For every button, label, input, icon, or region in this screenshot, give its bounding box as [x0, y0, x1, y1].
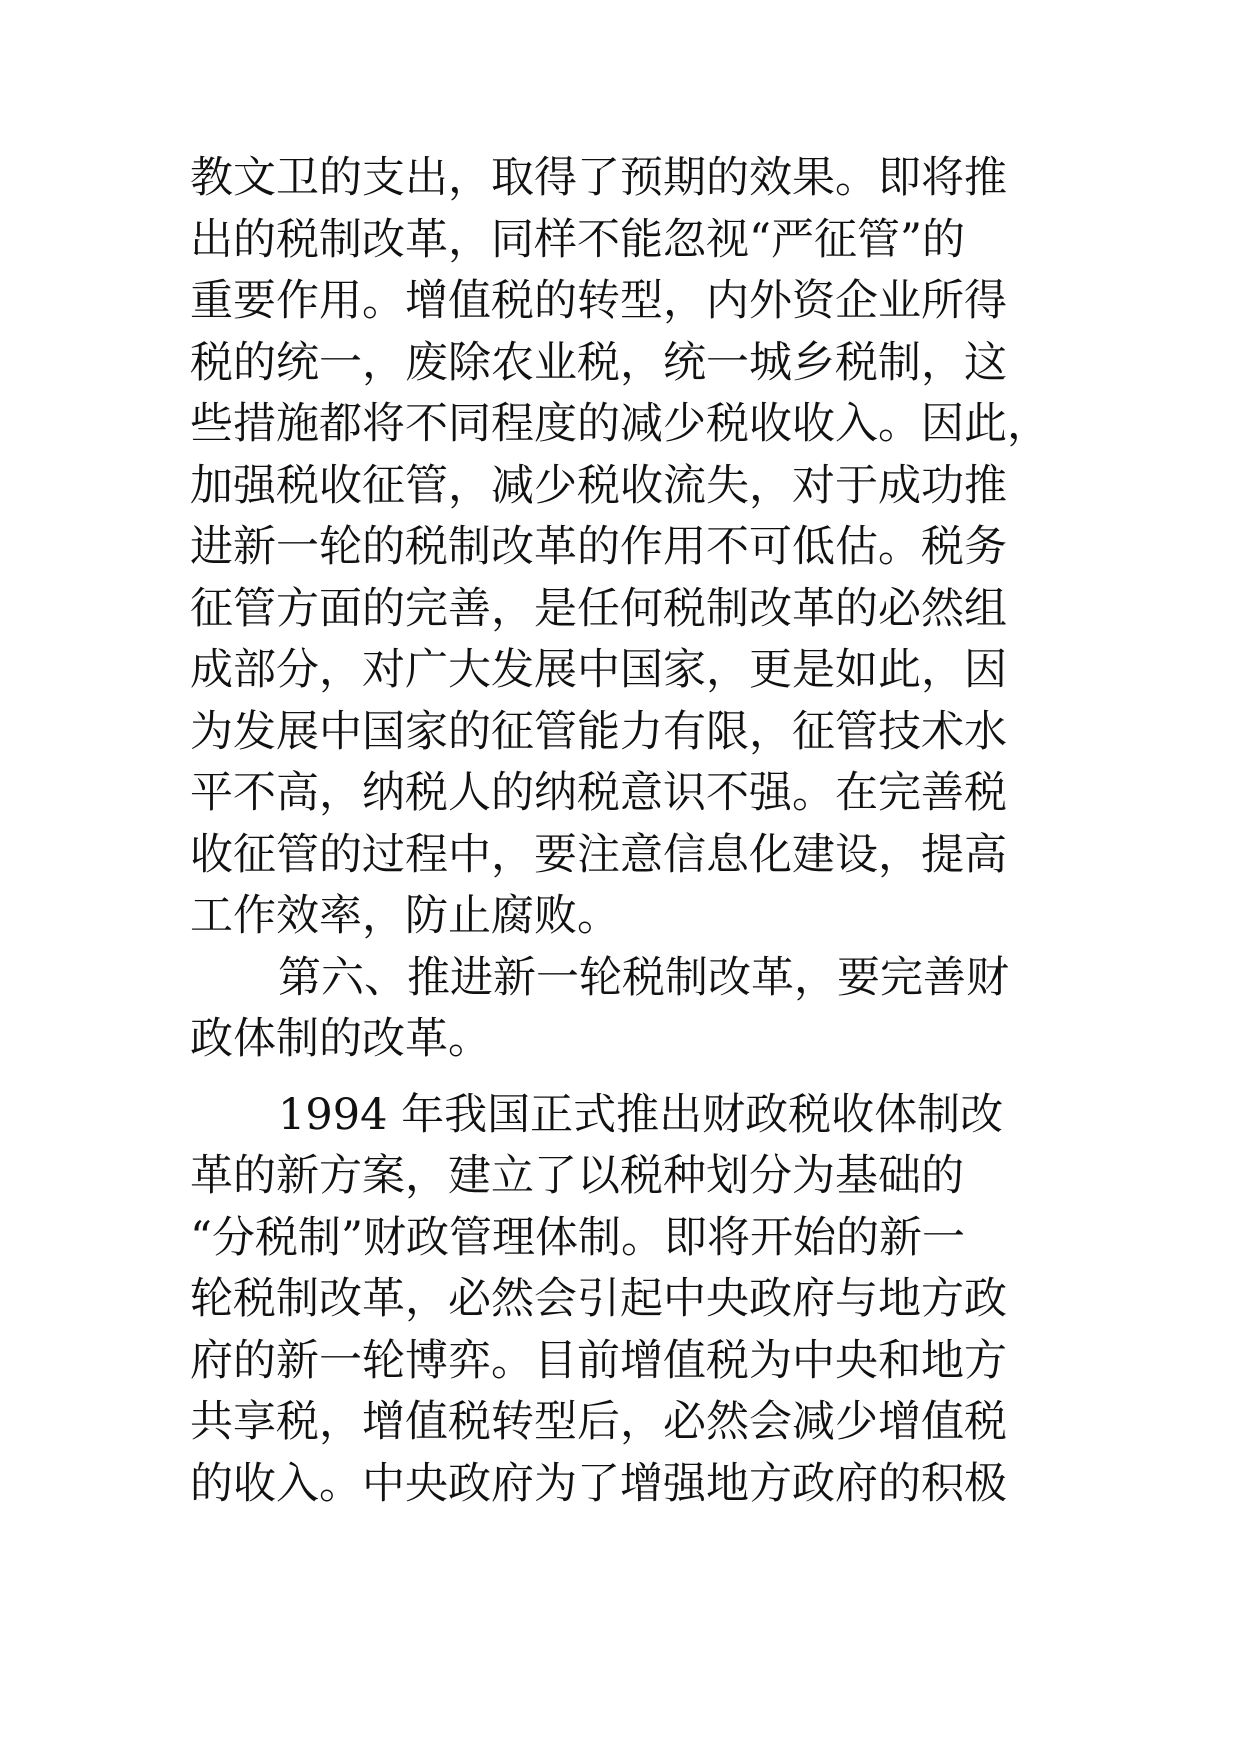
heading-line: 第六、推进新一轮税制改革，要完善财 [278, 952, 1009, 1003]
paragraph-spacing [190, 1071, 1070, 1085]
text-line: 平不高，纳税人的纳税意识不强。在完善税 [190, 768, 1007, 818]
paragraph-tax-collection [190, 148, 1070, 948]
body-text [190, 148, 1070, 1515]
section-heading-six [190, 948, 1070, 1071]
text-line: 征管方面的完善，是任何税制改革的必然组 [190, 583, 1007, 634]
text-line: 工作效率，防止腐败。 [190, 891, 620, 941]
text-line: 的收入。中央政府为了增强地方政府的积极 [190, 1458, 1007, 1509]
text-line: 1994 年我国正式推出财政税收体制改 [278, 1089, 1004, 1140]
text-line: 为发展中国家的征管能力有限，征管技术水 [190, 706, 1007, 757]
text-line: 重要作用。增值税的转型，内外资企业所得 [190, 276, 1007, 326]
text-line: 府的新一轮博弈。目前增值税为中央和地方 [190, 1335, 1007, 1386]
text-line: 教文卫的支出，取得了预期的效果。即将推 [190, 153, 1007, 203]
text-line: 成部分，对广大发展中国家，更是如此，因 [190, 645, 1007, 695]
text-line: 进新一轮的税制改革的作用不可低估。税务 [190, 522, 1007, 572]
heading-line: 政体制的改革。 [190, 1014, 491, 1064]
text-line: 革的新方案，建立了以税种划分为基础的 [190, 1151, 964, 1201]
text-line: 出的税制改革，同样不能忽视“严征管”的 [190, 214, 965, 265]
text-line: 税的统一，废除农业税，统一城乡税制，这 [190, 337, 1007, 388]
text-line: 轮税制改革，必然会引起中央政府与地方政 [190, 1274, 1007, 1324]
text-line: 加强税收征管，减少税收流失，对于成功推 [190, 460, 1007, 511]
text-line: 些措施都将不同程度的减少税收收入。因此， [190, 399, 1050, 449]
text-line: 收征管的过程中，要注意信息化建设，提高 [190, 829, 1007, 880]
paragraph-fiscal-system [190, 1085, 1070, 1516]
text-line: “分税制”财政管理体制。即将开始的新一 [190, 1212, 965, 1263]
text-line: 共享税，增值税转型后，必然会减少增值税 [190, 1397, 1007, 1447]
